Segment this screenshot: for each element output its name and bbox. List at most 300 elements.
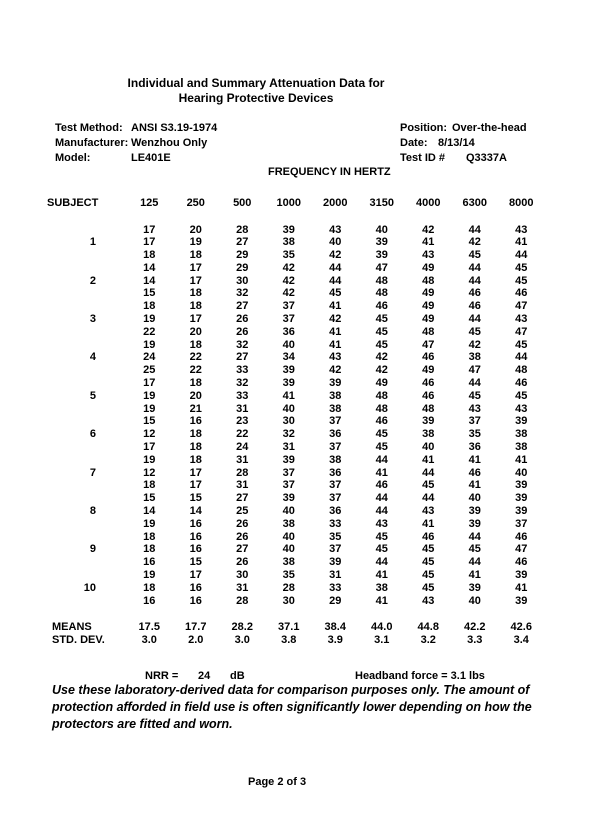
attenuation-value: 36 (329, 466, 342, 479)
attenuation-value: 39 (375, 249, 388, 262)
attenuation-value: 42 (282, 287, 295, 300)
attenuation-value: 46 (375, 300, 388, 313)
attenuation-value: 48 (515, 364, 528, 377)
subject-number (47, 518, 126, 531)
model-value: LE401E (131, 152, 171, 165)
attenuation-value: 19 (143, 569, 156, 582)
frequency-column-header: 4000 (416, 197, 441, 209)
summary-row-label: MEANS (52, 621, 92, 633)
table-row (47, 595, 545, 608)
attenuation-value: 17 (143, 441, 156, 454)
attenuation-value: 45 (375, 530, 388, 543)
subject-number: 9 (89, 543, 96, 556)
attenuation-value: 19 (143, 313, 156, 326)
attenuation-value: 27 (236, 492, 249, 505)
attenuation-value: 49 (375, 377, 388, 390)
attenuation-value: 48 (422, 325, 435, 338)
table-row (47, 403, 545, 416)
subject-number (47, 556, 126, 569)
attenuation-value: 47 (515, 300, 528, 313)
attenuation-value: 49 (422, 261, 435, 274)
attenuation-value: 42 (282, 261, 295, 274)
subject-number: 3 (89, 313, 96, 326)
attenuation-value: 15 (143, 415, 156, 428)
attenuation-value: 37 (468, 415, 481, 428)
attenuation-value: 36 (329, 505, 342, 518)
subject-number (47, 403, 126, 416)
attenuation-value: 40 (515, 466, 528, 479)
attenuation-value: 15 (189, 492, 202, 505)
attenuation-value: 26 (236, 530, 249, 543)
attenuation-value: 32 (236, 338, 249, 351)
attenuation-value: 37 (515, 517, 528, 530)
subject-number (47, 287, 126, 300)
attenuation-value: 17 (189, 313, 202, 326)
attenuation-value: 47 (515, 325, 528, 338)
table-row (47, 377, 545, 390)
table-row (47, 428, 545, 441)
attenuation-value: 43 (329, 223, 342, 236)
attenuation-value: 45 (422, 543, 435, 556)
attenuation-value: 41 (515, 236, 528, 249)
attenuation-value: 32 (282, 428, 295, 441)
attenuation-value: 44 (468, 530, 481, 543)
attenuation-value: 23 (236, 415, 249, 428)
frequency-column-header: 250 (186, 197, 205, 209)
attenuation-value: 41 (329, 300, 342, 313)
attenuation-value: 17 (189, 479, 202, 492)
position-value: Over-the-head (452, 122, 527, 134)
attenuation-value: 38 (282, 236, 295, 249)
attenuation-value: 41 (375, 569, 388, 582)
attenuation-value: 44 (329, 261, 342, 274)
position-label: Position: (400, 122, 448, 134)
attenuation-value: 45 (515, 389, 528, 402)
summary-value: 3.9 (327, 633, 343, 646)
attenuation-value: 37 (329, 479, 342, 492)
attenuation-value: 18 (189, 441, 202, 454)
attenuation-value: 43 (468, 402, 481, 415)
attenuation-value: 38 (282, 517, 295, 530)
attenuation-value: 38 (329, 389, 342, 402)
attenuation-value: 49 (422, 300, 435, 313)
subject-number (47, 441, 126, 454)
model-row (55, 151, 217, 166)
attenuation-value: 26 (236, 517, 249, 530)
model-label: Model: (55, 152, 91, 165)
attenuation-value: 30 (282, 415, 295, 428)
attenuation-value: 48 (422, 274, 435, 287)
attenuation-value: 16 (189, 581, 202, 594)
attenuation-value: 31 (236, 479, 249, 492)
summary-table (47, 621, 545, 647)
attenuation-value: 14 (143, 274, 156, 287)
attenuation-value: 39 (468, 517, 481, 530)
attenuation-value: 21 (189, 402, 202, 415)
attenuation-value: 42 (329, 313, 342, 326)
attenuation-value: 46 (468, 466, 481, 479)
summary-value: 42.2 (464, 621, 486, 633)
attenuation-value: 44 (468, 313, 481, 326)
frequency-axis-title: FREQUENCY IN HERTZ (268, 166, 391, 178)
attenuation-value: 18 (143, 581, 156, 594)
attenuation-value: 40 (329, 236, 342, 249)
frequency-column-header: 6300 (462, 197, 487, 209)
attenuation-value: 18 (189, 428, 202, 441)
attenuation-value: 41 (468, 569, 481, 582)
attenuation-value: 17 (143, 236, 156, 249)
attenuation-value: 45 (375, 325, 388, 338)
attenuation-value: 34 (282, 351, 295, 364)
attenuation-value: 31 (236, 453, 249, 466)
attenuation-value: 12 (143, 428, 156, 441)
attenuation-value: 15 (143, 287, 156, 300)
attenuation-value: 20 (189, 325, 202, 338)
attenuation-value: 46 (422, 351, 435, 364)
attenuation-value: 40 (282, 338, 295, 351)
attenuation-value: 38 (282, 556, 295, 569)
attenuation-value: 45 (468, 543, 481, 556)
document-title (104, 76, 408, 105)
attenuation-value: 41 (422, 453, 435, 466)
attenuation-value: 44 (329, 274, 342, 287)
attenuation-value: 41 (422, 517, 435, 530)
summary-value: 42.6 (510, 621, 532, 633)
attenuation-value: 47 (468, 364, 481, 377)
attenuation-value: 45 (375, 428, 388, 441)
date-label: Date: (400, 137, 428, 150)
subject-number: 10 (83, 581, 96, 594)
attenuation-value: 37 (329, 543, 342, 556)
attenuation-value: 48 (375, 274, 388, 287)
attenuation-value: 40 (282, 505, 295, 518)
attenuation-value: 14 (143, 505, 156, 518)
summary-value: 44.0 (371, 621, 393, 633)
attenuation-value: 26 (236, 556, 249, 569)
attenuation-value: 43 (422, 249, 435, 262)
attenuation-value: 18 (189, 338, 202, 351)
table-row (47, 262, 545, 275)
attenuation-value: 28 (236, 594, 249, 607)
attenuation-value: 18 (189, 249, 202, 262)
subject-number: 6 (89, 428, 96, 441)
attenuation-value: 45 (329, 287, 342, 300)
frequency-column-header: 2000 (323, 197, 348, 209)
attenuation-value: 37 (329, 415, 342, 428)
attenuation-value: 31 (329, 569, 342, 582)
attenuation-value: 37 (282, 300, 295, 313)
attenuation-value: 39 (515, 492, 528, 505)
table-row (47, 415, 545, 428)
nrr-value: 24 (198, 670, 211, 682)
attenuation-value: 43 (422, 505, 435, 518)
attenuation-value: 42 (375, 351, 388, 364)
attenuation-value: 38 (468, 351, 481, 364)
attenuation-value: 39 (468, 581, 481, 594)
table-row (47, 492, 545, 505)
attenuation-value: 46 (422, 389, 435, 402)
attenuation-value: 45 (375, 543, 388, 556)
table-row (47, 313, 545, 326)
table-row (47, 351, 545, 364)
test-method-label: Test Method: (55, 122, 123, 134)
attenuation-value: 33 (236, 364, 249, 377)
attenuation-value: 29 (236, 261, 249, 274)
subject-number (47, 569, 126, 582)
subject-number: 2 (89, 274, 96, 287)
summary-value: 3.2 (420, 633, 436, 646)
manufacturer-row (55, 136, 217, 151)
date-value: 8/13/14 (438, 137, 475, 150)
attenuation-value: 28 (236, 223, 249, 236)
attenuation-value: 43 (422, 594, 435, 607)
attenuation-value: 30 (282, 594, 295, 607)
attenuation-value: 44 (468, 377, 481, 390)
table-row (47, 364, 545, 377)
summary-value: 3.0 (234, 633, 250, 646)
summary-value: 3.3 (467, 633, 483, 646)
attenuation-value: 47 (375, 261, 388, 274)
table-row (47, 479, 545, 492)
attenuation-value: 43 (375, 517, 388, 530)
means-row (47, 621, 545, 634)
attenuation-value: 39 (282, 223, 295, 236)
attenuation-value: 47 (515, 543, 528, 556)
attenuation-value: 27 (236, 543, 249, 556)
subject-number (47, 300, 126, 313)
frequency-header-row (47, 197, 545, 224)
attenuation-value: 18 (143, 249, 156, 262)
summary-value: 3.0 (141, 633, 157, 646)
attenuation-value: 40 (468, 492, 481, 505)
test-method-row (55, 121, 217, 136)
attenuation-value: 26 (236, 325, 249, 338)
attenuation-value: 16 (143, 556, 156, 569)
attenuation-value: 49 (422, 313, 435, 326)
attenuation-value: 30 (236, 274, 249, 287)
attenuation-value: 44 (375, 453, 388, 466)
attenuation-value: 31 (236, 581, 249, 594)
attenuation-value: 46 (375, 479, 388, 492)
table-row (47, 582, 545, 595)
subject-number (47, 364, 126, 377)
attenuation-value: 47 (422, 338, 435, 351)
subject-number (47, 224, 126, 237)
test-id-value: Q3337A (466, 152, 507, 165)
page-number: Page 2 of 3 (248, 776, 307, 788)
date-row (400, 136, 527, 151)
attenuation-value: 16 (143, 594, 156, 607)
attenuation-value: 43 (329, 351, 342, 364)
attenuation-value: 43 (515, 313, 528, 326)
subject-number (47, 479, 126, 492)
summary-value: 3.8 (281, 633, 297, 646)
attenuation-value: 20 (189, 389, 202, 402)
attenuation-value: 35 (282, 569, 295, 582)
attenuation-value: 29 (329, 594, 342, 607)
attenuation-value: 42 (329, 249, 342, 262)
attenuation-value: 31 (282, 441, 295, 454)
attenuation-value: 36 (329, 428, 342, 441)
attenuation-value: 35 (468, 428, 481, 441)
subject-number (47, 339, 126, 352)
attenuation-value: 25 (143, 364, 156, 377)
attenuation-value: 44 (375, 556, 388, 569)
attenuation-value: 39 (329, 377, 342, 390)
subject-number: 8 (89, 505, 96, 518)
attenuation-value: 46 (468, 287, 481, 300)
subject-number: 7 (89, 466, 96, 479)
attenuation-value: 38 (375, 581, 388, 594)
attenuation-table (47, 197, 545, 607)
subject-number (47, 531, 126, 544)
frequency-column-header: 125 (140, 197, 159, 209)
attenuation-value: 26 (236, 313, 249, 326)
attenuation-value: 40 (422, 441, 435, 454)
subject-number: 5 (89, 389, 96, 402)
table-row (47, 339, 545, 352)
test-id-row (400, 151, 527, 166)
attenuation-value: 28 (236, 466, 249, 479)
frequency-column-header: 3150 (369, 197, 394, 209)
frequency-column-header: 8000 (509, 197, 534, 209)
table-row (47, 467, 545, 480)
attenuation-value: 39 (515, 594, 528, 607)
attenuation-value: 48 (422, 402, 435, 415)
frequency-column-header: 1000 (276, 197, 301, 209)
table-row (47, 287, 545, 300)
attenuation-value: 41 (329, 338, 342, 351)
attenuation-value: 35 (282, 249, 295, 262)
summary-row-label: STD. DEV. (52, 633, 105, 646)
attenuation-value: 45 (468, 249, 481, 262)
attenuation-value: 32 (236, 377, 249, 390)
std-dev-row (47, 634, 545, 647)
attenuation-value: 45 (375, 338, 388, 351)
attenuation-value: 41 (375, 466, 388, 479)
attenuation-value: 22 (189, 364, 202, 377)
subject-number (47, 454, 126, 467)
subject-number (47, 415, 126, 428)
attenuation-value: 39 (422, 415, 435, 428)
attenuation-value: 17 (143, 223, 156, 236)
attenuation-value: 44 (422, 466, 435, 479)
table-row (47, 300, 545, 313)
attenuation-value: 39 (515, 505, 528, 518)
test-info-right (400, 121, 527, 167)
attenuation-value: 41 (468, 453, 481, 466)
attenuation-value: 38 (422, 428, 435, 441)
test-id-label: Test ID # (400, 152, 446, 165)
summary-value: 44.8 (417, 621, 439, 633)
attenuation-value: 17 (189, 274, 202, 287)
table-row (47, 326, 545, 339)
attenuation-value: 37 (282, 466, 295, 479)
attenuation-value: 29 (236, 249, 249, 262)
attenuation-value: 49 (422, 287, 435, 300)
attenuation-value: 45 (422, 581, 435, 594)
attenuation-value: 39 (468, 505, 481, 518)
attenuation-value: 45 (422, 479, 435, 492)
summary-value: 17.7 (185, 621, 207, 633)
attenuation-value: 18 (189, 287, 202, 300)
attenuation-value: 42 (422, 223, 435, 236)
table-row (47, 569, 545, 582)
attenuation-value: 41 (329, 325, 342, 338)
table-row (47, 454, 545, 467)
frequency-column-header: 500 (233, 197, 252, 209)
attenuation-value: 46 (375, 415, 388, 428)
attenuation-value: 44 (375, 492, 388, 505)
attenuation-value: 46 (515, 556, 528, 569)
subject-number (47, 326, 126, 339)
attenuation-value: 45 (468, 325, 481, 338)
attenuation-value: 40 (282, 530, 295, 543)
disclaimer-line-2: protection afforded in field use is often significantly lower depending on how the (52, 700, 532, 714)
attenuation-value: 16 (189, 530, 202, 543)
attenuation-value: 40 (468, 594, 481, 607)
attenuation-value: 42 (282, 274, 295, 287)
attenuation-value: 45 (515, 338, 528, 351)
attenuation-value: 35 (329, 530, 342, 543)
table-row (47, 390, 545, 403)
manufacturer-label: Manufacturer: (55, 137, 129, 150)
attenuation-value: 43 (515, 402, 528, 415)
attenuation-value: 44 (468, 261, 481, 274)
attenuation-value: 16 (189, 594, 202, 607)
attenuation-value: 37 (329, 492, 342, 505)
table-row (47, 556, 545, 569)
attenuation-value: 45 (375, 313, 388, 326)
attenuation-value: 44 (468, 223, 481, 236)
table-row (47, 531, 545, 544)
attenuation-value: 43 (515, 223, 528, 236)
attenuation-value: 18 (189, 453, 202, 466)
attenuation-value: 18 (189, 300, 202, 313)
subject-number (47, 492, 126, 505)
attenuation-value: 28 (282, 581, 295, 594)
subject-column-header: SUBJECT (47, 197, 99, 209)
attenuation-value: 17 (143, 377, 156, 390)
attenuation-value: 38 (515, 441, 528, 454)
attenuation-value: 45 (375, 441, 388, 454)
attenuation-value: 37 (282, 479, 295, 492)
attenuation-value: 18 (143, 543, 156, 556)
attenuation-value: 22 (236, 428, 249, 441)
attenuation-value: 41 (515, 453, 528, 466)
attenuation-value: 46 (515, 287, 528, 300)
attenuation-value: 22 (189, 351, 202, 364)
nrr-unit: dB (230, 670, 245, 682)
attenuation-value: 27 (236, 351, 249, 364)
attenuation-value: 39 (282, 492, 295, 505)
attenuation-value: 16 (189, 517, 202, 530)
table-row (47, 236, 545, 249)
attenuation-value: 17 (189, 569, 202, 582)
attenuation-value: 19 (143, 453, 156, 466)
summary-value: 2.0 (188, 633, 204, 646)
attenuation-value: 41 (375, 594, 388, 607)
attenuation-value: 27 (236, 300, 249, 313)
attenuation-value: 44 (422, 492, 435, 505)
attenuation-value: 33 (329, 581, 342, 594)
attenuation-value: 14 (189, 505, 202, 518)
summary-value: 38.4 (324, 621, 346, 633)
test-method-value: ANSI S3.19-1974 (131, 122, 218, 134)
attenuation-value: 44 (515, 249, 528, 262)
attenuation-value: 38 (329, 402, 342, 415)
attenuation-value: 24 (236, 441, 249, 454)
